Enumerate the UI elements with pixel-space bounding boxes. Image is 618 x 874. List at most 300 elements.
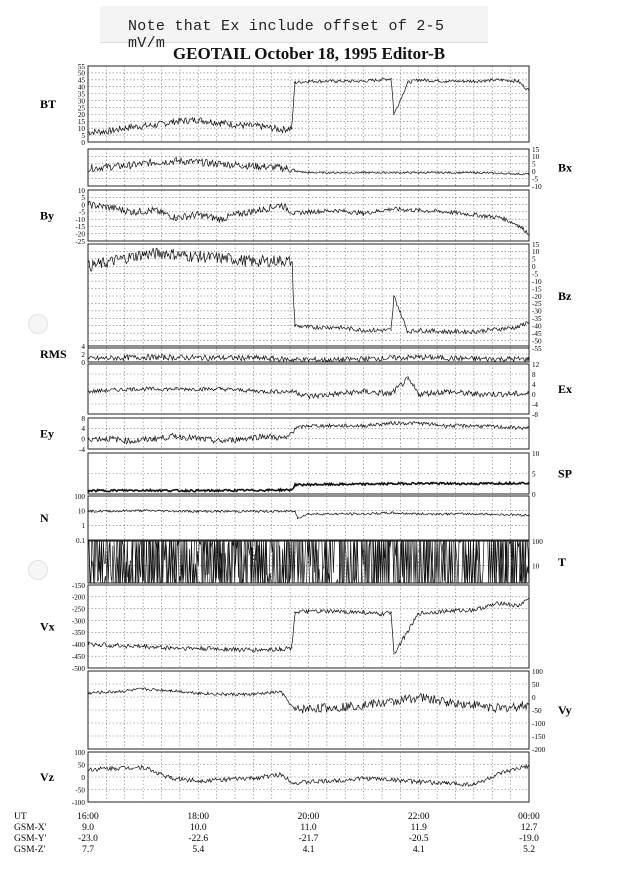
data-point (473, 172, 474, 173)
axis-row-value: -19.0 (519, 834, 539, 844)
tick-label: -55 (532, 344, 542, 353)
tick-label: 100 (74, 492, 85, 501)
axis-row-value: 9.0 (82, 823, 94, 833)
data-point (225, 694, 226, 695)
axis-row-value: 12.7 (520, 823, 538, 833)
data-point (198, 780, 199, 781)
tick-label: 20 (77, 111, 85, 120)
axis-row-value: 4.1 (302, 845, 315, 855)
data-point (335, 707, 336, 708)
data-point (176, 217, 177, 218)
data-point (418, 423, 419, 424)
data-point (242, 165, 243, 166)
panel-bt (40, 63, 530, 147)
data-point (209, 257, 210, 258)
tick-label: 55 (77, 62, 85, 71)
data-point (294, 325, 295, 326)
tick-label: 15 (532, 240, 540, 249)
panel-label-ex: Ex (558, 382, 573, 396)
data-point (154, 162, 155, 163)
data-point (363, 330, 364, 331)
data-point (393, 114, 394, 115)
tick-label: 0 (81, 435, 85, 444)
data-point (418, 79, 419, 80)
axis-row-value: 10.0 (189, 823, 207, 833)
data-point (198, 648, 199, 649)
axis-row-value: 11.0 (300, 823, 317, 833)
data-point (109, 438, 110, 439)
data-point (187, 255, 188, 256)
axis-row-value: 16:00 (77, 812, 99, 822)
data-point (528, 174, 529, 175)
data-point (220, 388, 221, 389)
tick-label: 10 (532, 449, 540, 458)
data-point (473, 393, 474, 394)
data-point (418, 393, 419, 394)
data-point (291, 261, 292, 262)
series-line-vz (88, 764, 529, 786)
tick-label: -20 (532, 292, 542, 301)
data-point (391, 393, 392, 394)
data-point (418, 562, 419, 563)
axis-row-value: -20.5 (408, 834, 429, 844)
data-point (294, 709, 295, 710)
data-point (87, 693, 88, 694)
data-point (391, 330, 392, 331)
data-point (143, 490, 144, 491)
data-point (335, 780, 336, 781)
data-point (294, 171, 295, 172)
data-point (308, 425, 309, 426)
data-point (225, 779, 226, 780)
data-point (198, 162, 199, 163)
data-point (253, 559, 254, 560)
data-point (231, 258, 232, 259)
panel-label-bz: Bz (558, 289, 572, 303)
data-point (528, 514, 529, 515)
tick-label: 5 (532, 470, 536, 479)
data-point (176, 435, 177, 436)
tick-label: 10 (532, 248, 540, 257)
tick-label: -200 (532, 745, 546, 754)
data-point (528, 704, 529, 705)
panel-n (40, 493, 530, 545)
axis-row-value: -22.6 (188, 834, 209, 844)
data-point (198, 555, 199, 556)
series-line-vy (88, 688, 529, 713)
tick-label: -20 (75, 230, 85, 239)
tick-label: 0 (532, 490, 536, 499)
data-point (143, 254, 144, 255)
tick-label: -100 (71, 798, 85, 807)
axis-row-value: 00:00 (518, 812, 540, 822)
data-point (198, 559, 199, 560)
tick-label: 0 (532, 168, 536, 176)
data-point (308, 513, 309, 514)
tick-label: 0 (532, 390, 536, 399)
data-point (363, 778, 364, 779)
data-point (143, 646, 144, 647)
data-point (528, 765, 529, 766)
tick-label: -15 (75, 223, 85, 232)
data-point (294, 612, 295, 613)
data-point (308, 484, 309, 485)
data-point (115, 691, 116, 692)
tick-label: -250 (71, 605, 85, 614)
data-point (363, 81, 364, 82)
data-point (391, 423, 392, 424)
data-point (198, 357, 199, 358)
tick-label: -25 (532, 300, 542, 309)
data-point (87, 204, 88, 205)
panel-bx (87, 146, 572, 191)
data-point (253, 650, 254, 651)
tick-label: -25 (75, 237, 85, 246)
panel-vx (40, 582, 530, 673)
data-point (87, 490, 88, 491)
data-point (446, 783, 447, 784)
panel-label-n: N (40, 511, 49, 525)
panel-label-vx: Vx (40, 619, 55, 634)
data-point (380, 79, 381, 80)
data-point (198, 490, 199, 491)
tick-label: 10 (532, 562, 540, 571)
data-point (418, 210, 419, 211)
data-point (363, 484, 364, 485)
tick-label: -50 (75, 786, 85, 795)
data-point (154, 210, 155, 211)
data-point (308, 781, 309, 782)
data-point (143, 357, 144, 358)
data-point (109, 166, 110, 167)
data-point (528, 233, 529, 234)
data-point (446, 610, 447, 611)
tick-label: -400 (71, 641, 85, 650)
data-point (154, 438, 155, 439)
data-point (143, 510, 144, 511)
data-point (501, 217, 502, 218)
data-point (391, 512, 392, 513)
data-point (363, 391, 364, 392)
data-point (253, 490, 254, 491)
tick-label: -15 (532, 285, 542, 294)
data-point (264, 435, 265, 436)
axis-row-label: UT (14, 812, 27, 822)
data-point (391, 702, 392, 703)
chart-title: GEOTAIL October 18, 1995 Editor-B (172, 44, 446, 63)
tick-label: 0 (81, 358, 85, 367)
data-point (198, 693, 199, 694)
panel-label-rms: RMS (40, 347, 67, 361)
data-point (280, 260, 281, 261)
tick-label: 10 (77, 507, 85, 516)
data-point (115, 768, 116, 769)
data-point (104, 263, 105, 264)
data-point (391, 78, 392, 79)
data-point (294, 484, 295, 485)
data-point (473, 214, 474, 215)
axis-row-label: GSM-Y' (14, 834, 47, 844)
data-point (393, 653, 394, 654)
data-point (418, 172, 419, 173)
data-point (253, 357, 254, 358)
series-line-sp (88, 482, 529, 492)
data-point (418, 513, 419, 514)
panel-by (40, 187, 530, 246)
tick-label: 100 (532, 667, 543, 676)
data-point (335, 81, 336, 82)
data-point (363, 513, 364, 514)
panel-ey (40, 415, 530, 454)
axis-row-value: 5.4 (192, 845, 205, 855)
data-point (132, 211, 133, 212)
data-point (220, 122, 221, 123)
axis-row-value: 7.7 (82, 845, 94, 855)
data-point (473, 513, 474, 514)
panel-label-vz: Vz (40, 770, 54, 784)
data-point (473, 331, 474, 332)
data-point (501, 602, 502, 603)
data-point (87, 555, 88, 556)
data-point (264, 208, 265, 209)
axis-row-value: 11.9 (410, 823, 427, 833)
tick-label: 50 (532, 680, 540, 689)
data-point (363, 612, 364, 613)
data-point (473, 704, 474, 705)
tick-label: 25 (77, 104, 85, 113)
data-point (335, 393, 336, 394)
data-point (418, 613, 419, 614)
axis-row-value: 20:00 (297, 812, 320, 822)
data-point (286, 438, 287, 439)
data-point (294, 561, 295, 562)
data-point (286, 168, 287, 169)
data-point (109, 207, 110, 208)
data-point (308, 172, 309, 173)
tick-label: 30 (77, 97, 85, 106)
data-point (198, 511, 199, 512)
data-point (176, 160, 177, 161)
data-point (308, 708, 309, 709)
data-point (198, 119, 199, 120)
tick-label: 5 (81, 194, 85, 203)
data-point (501, 328, 502, 329)
data-point (391, 612, 392, 613)
axis-row-value: 4.1 (412, 845, 425, 855)
axis-row-value: -23.0 (78, 834, 98, 844)
data-point (363, 425, 364, 426)
data-point (87, 511, 88, 512)
data-point (363, 551, 364, 552)
data-point (132, 165, 133, 166)
panel-label-by: By (40, 208, 55, 223)
tick-label: 10 (532, 153, 540, 162)
data-point (501, 708, 502, 709)
data-point (132, 126, 133, 127)
data-point (308, 211, 309, 212)
data-point (528, 550, 529, 551)
data-point (294, 359, 295, 360)
tick-label: 5 (532, 160, 536, 169)
panel-bz (87, 241, 572, 353)
data-point (418, 550, 419, 551)
data-point (170, 647, 171, 648)
panel-label-vy: Vy (558, 703, 572, 717)
data-point (446, 513, 447, 514)
tick-label: 10 (77, 186, 85, 195)
data-point (418, 696, 419, 697)
data-point (335, 210, 336, 211)
data-point (528, 597, 529, 598)
data-point (294, 428, 295, 429)
tick-label: -450 (71, 652, 85, 661)
data-point (335, 425, 336, 426)
data-point (528, 562, 529, 563)
tick-label: 4 (81, 342, 85, 351)
data-point (517, 327, 518, 328)
tick-label: -10 (532, 277, 542, 286)
tick-label: 4 (532, 380, 536, 389)
panel-ex (87, 361, 572, 419)
tick-label: 100 (74, 748, 85, 757)
data-point (87, 769, 88, 770)
data-point (517, 606, 518, 607)
tick-label: 50 (77, 69, 85, 78)
data-point (109, 130, 110, 131)
tick-label: 0 (532, 263, 536, 272)
axis-row-label: GSM-X' (14, 823, 47, 833)
data-point (473, 609, 474, 610)
tick-label: 8 (81, 414, 85, 423)
data-point (264, 166, 265, 167)
data-point (87, 132, 88, 133)
data-point (294, 511, 295, 512)
tick-label: -40 (532, 322, 542, 331)
axis-row-value: 5.2 (523, 845, 535, 855)
data-point (198, 438, 199, 439)
data-point (264, 126, 265, 127)
panel-label-bx: Bx (558, 160, 573, 175)
data-point (132, 388, 133, 389)
tick-label: -10 (532, 182, 542, 191)
data-point (198, 214, 199, 215)
data-point (87, 168, 88, 169)
data-point (407, 378, 408, 379)
data-point (154, 125, 155, 126)
data-point (280, 204, 281, 205)
data-point (363, 172, 364, 173)
data-point (446, 81, 447, 82)
data-point (165, 252, 166, 253)
data-point (220, 163, 221, 164)
tick-label: 2 (81, 350, 85, 359)
data-point (170, 778, 171, 779)
data-point (87, 391, 88, 392)
data-point (143, 689, 144, 690)
tick-label: -4 (79, 445, 85, 454)
tick-label: -8 (532, 410, 538, 419)
tick-label: 100 (532, 537, 543, 546)
tick-label: 15 (532, 145, 540, 154)
data-point (242, 438, 243, 439)
data-point (170, 690, 171, 691)
data-point (87, 559, 88, 560)
panel-label-bt: BT (40, 97, 57, 111)
tick-label: 5 (81, 131, 85, 140)
tick-label: 10 (77, 124, 85, 133)
data-point (242, 125, 243, 126)
data-point (501, 773, 502, 774)
data-point (120, 258, 121, 259)
data-point (308, 327, 309, 328)
panel-vz (40, 749, 530, 807)
data-point (473, 358, 474, 359)
tick-label: -150 (71, 581, 85, 590)
panel-label-sp: SP (558, 466, 573, 481)
data-point (393, 295, 394, 296)
panel-rms (40, 343, 530, 367)
series-line-rms (88, 355, 529, 363)
data-point (294, 82, 295, 83)
tick-label: 50 (77, 761, 85, 770)
tick-label: -300 (71, 617, 85, 626)
data-point (363, 704, 364, 705)
data-point (446, 702, 447, 703)
tick-label: 1 (81, 522, 85, 531)
tick-label: -45 (532, 329, 542, 338)
tick-label: 0 (81, 773, 85, 782)
data-point (220, 441, 221, 442)
tick-label: -5 (79, 208, 85, 217)
data-point (407, 331, 408, 332)
data-point (280, 129, 281, 130)
data-point (446, 391, 447, 392)
data-point (391, 779, 392, 780)
data-point (294, 783, 295, 784)
axis-row-label: GSM-Z' (14, 845, 46, 855)
data-point (391, 208, 392, 209)
series-line-ex (88, 377, 529, 399)
tick-label: -35 (532, 315, 542, 324)
tick-label: -10 (75, 215, 85, 224)
data-point (473, 425, 474, 426)
data-point (335, 327, 336, 328)
data-point (297, 518, 298, 519)
tick-label: 8 (532, 370, 536, 379)
data-point (308, 562, 309, 563)
data-point (176, 121, 177, 122)
tick-label: 5 (532, 255, 536, 264)
data-point (220, 219, 221, 220)
tick-label: -50 (532, 706, 542, 715)
tick-label: 4 (81, 425, 85, 434)
panel-label-ey: Ey (40, 426, 55, 441)
panel-label-t: T (558, 555, 567, 569)
data-point (253, 261, 254, 262)
data-point (528, 482, 529, 483)
data-point (280, 691, 281, 692)
data-point (291, 647, 292, 648)
panel-vy (87, 668, 571, 754)
data-point (380, 330, 381, 331)
tick-label: 0 (81, 201, 85, 210)
data-point (87, 266, 88, 267)
data-point (473, 563, 474, 564)
data-point (363, 562, 364, 563)
data-point (264, 391, 265, 392)
tick-label: -100 (532, 719, 546, 728)
data-point (280, 648, 281, 649)
